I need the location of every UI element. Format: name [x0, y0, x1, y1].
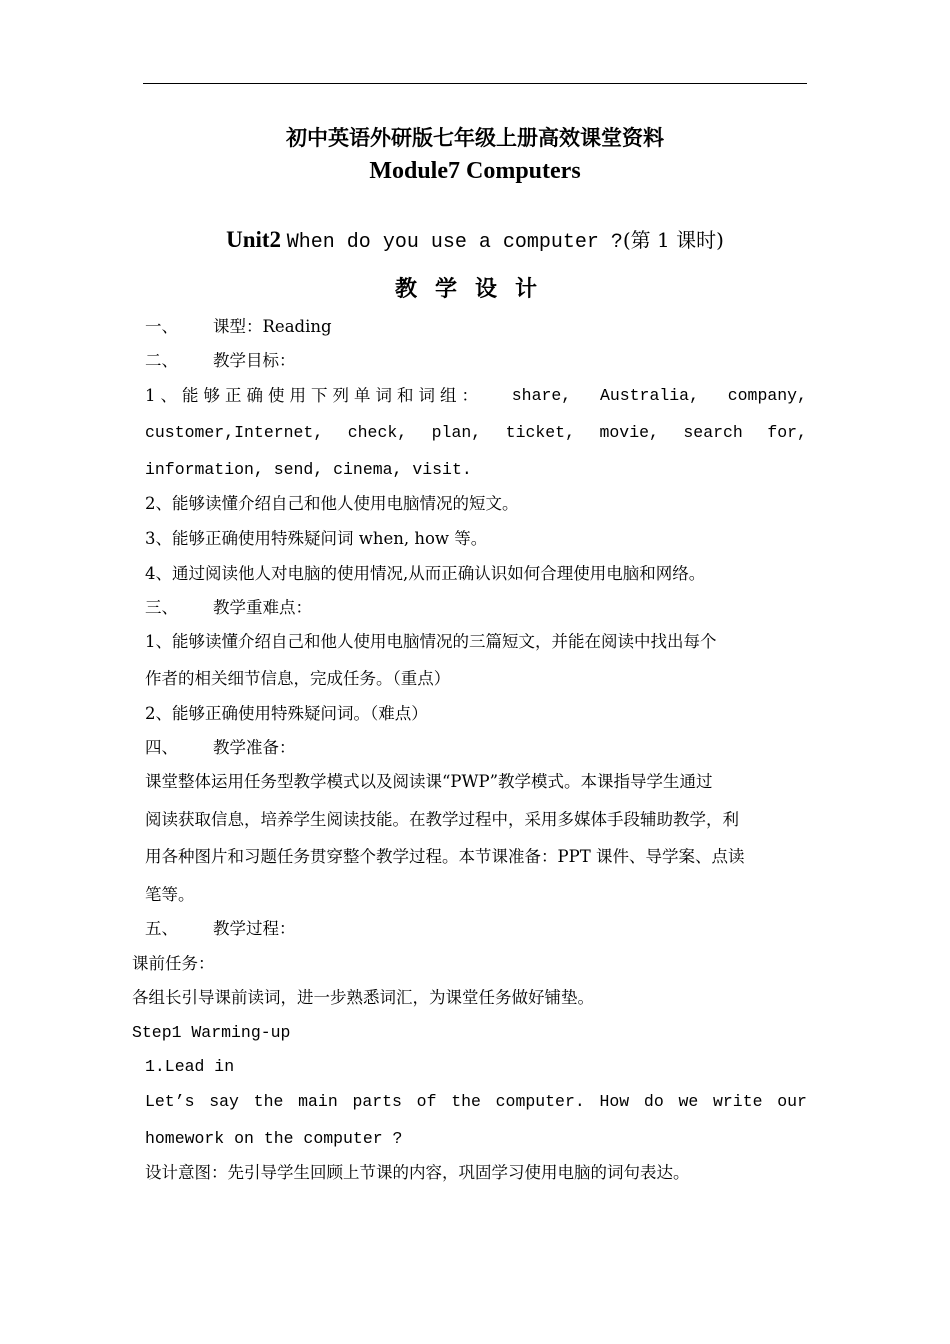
section-preparation: [145, 737, 296, 759]
section-objectives: [145, 350, 296, 372]
word: check,: [347, 423, 408, 442]
unit-lesson: (第 1 课时): [622, 228, 724, 252]
word: our: [777, 1092, 807, 1111]
word: plan,: [431, 423, 482, 442]
word: movie,: [599, 423, 659, 442]
key-point-2: 2、能够正确使用特殊疑问词。（难点）: [145, 704, 428, 723]
section-text: 教学目标：: [213, 351, 296, 370]
section-number: 一、: [145, 317, 178, 336]
pre-task-label: 课前任务：: [132, 954, 215, 973]
unit-prefix: Unit2: [226, 227, 287, 252]
word: the: [451, 1092, 481, 1111]
key-point-1-line-1: 1、能够读懂介绍自己和他人使用电脑情况的三篇短文，并能在阅读中找出每个: [145, 632, 717, 651]
word: write: [712, 1092, 763, 1111]
objective-1-lead: 1、能够正确使用下列单词和词组：: [145, 386, 483, 405]
lead-in-line-1: [145, 1091, 807, 1113]
word: we: [678, 1092, 699, 1111]
objective-1-line-3: information, send, cinema, visit.: [145, 460, 472, 479]
word: main: [298, 1092, 338, 1111]
word: parts: [352, 1092, 402, 1111]
word: company,: [727, 386, 807, 405]
word: customer,Internet,: [145, 423, 324, 442]
section-process: [145, 918, 296, 940]
word: say: [209, 1092, 239, 1111]
preparation-line-1: 课堂整体运用任务型教学模式以及阅读课“PWP”教学模式。本课指导学生通过: [145, 772, 713, 791]
objective-1-line-2: [145, 422, 807, 444]
section-key-points: [145, 597, 312, 619]
design-intent: 设计意图：先引导学生回顾上节课的内容，巩固学习使用电脑的词句表达。: [145, 1163, 690, 1182]
word: computer.: [495, 1092, 585, 1111]
lead-in-line-2: homework on the computer ?: [145, 1129, 403, 1148]
word: Let’s: [145, 1092, 195, 1111]
objective-3: 3、能够正确使用特殊疑问词 when, how 等。: [145, 529, 488, 548]
module-title: Module7 Computers: [369, 158, 581, 184]
header-rule: [143, 83, 807, 84]
word: How: [599, 1092, 630, 1111]
word: the: [253, 1092, 284, 1111]
lead-in-heading: 1.Lead in: [145, 1057, 235, 1076]
preparation-line-2: 阅读获取信息，培养学生阅读技能。在教学过程中，采用多媒体手段辅助教学，利: [145, 810, 739, 829]
word: do: [643, 1092, 664, 1111]
pre-task-text: 各组长引导课前读词，进一步熟悉词汇，为课堂任务做好铺垫。: [132, 988, 594, 1007]
section-number: 四、: [145, 738, 178, 757]
objective-4: 4、通过阅读他人对电脑的使用情况,从而正确认识如何合理使用电脑和网络。: [145, 564, 706, 583]
preparation-line-4: 笔等。: [145, 885, 195, 904]
design-title: 教学设计: [394, 276, 555, 302]
section-number: 五、: [145, 919, 178, 938]
section-lesson-type: [145, 316, 332, 338]
word: Australia,: [599, 386, 699, 405]
preparation-line-3: 用各种图片和习题任务贯穿整个教学过程。本节课准备：PPT 课件、导学案、点读: [145, 847, 745, 866]
key-point-1-line-2: 作者的相关细节信息，完成任务。（重点）: [145, 669, 451, 688]
document-title: 初中英语外研版七年级上册高效课堂资料: [286, 125, 664, 150]
word: ticket,: [505, 423, 575, 442]
section-number: 二、: [145, 351, 178, 370]
word: search: [683, 423, 743, 442]
step-1-heading: Step1 Warming-up: [132, 1023, 291, 1042]
section-text: 课型：Reading: [213, 317, 332, 336]
objective-2: 2、能够读懂介绍自己和他人使用电脑情况的短文。: [145, 494, 519, 513]
word: of: [416, 1092, 437, 1111]
objective-1-line-1: [145, 385, 807, 407]
word: share,: [511, 386, 572, 405]
section-text: 教学重难点：: [213, 598, 312, 617]
section-number: 三、: [145, 598, 178, 617]
unit-title: [0, 224, 950, 254]
section-text: 教学准备：: [213, 738, 296, 757]
word: for,: [767, 423, 807, 442]
section-text: 教学过程：: [213, 919, 296, 938]
unit-question: When do you use a computer ?: [286, 231, 623, 254]
